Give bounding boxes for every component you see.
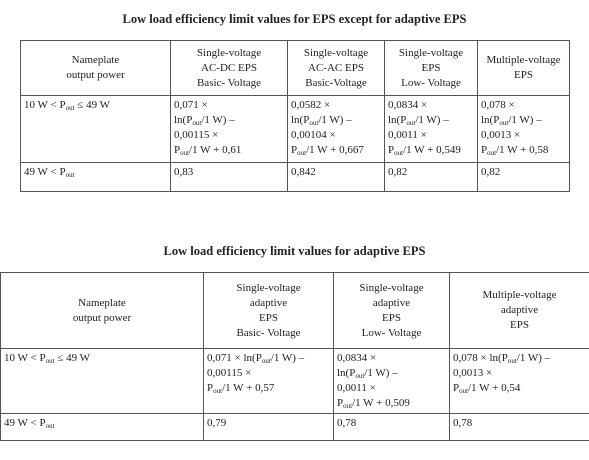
value-text: 0,78	[337, 417, 357, 429]
value-cell	[171, 163, 288, 192]
row-label	[1, 349, 204, 414]
value-text: 0,82	[481, 166, 501, 178]
value-text: $\ln(P_{out}/1$ W) –	[481, 114, 542, 127]
header-cell	[288, 41, 385, 96]
header-text: Single-voltage	[196, 46, 262, 59]
value-cell	[450, 349, 589, 414]
header-text: Basic- Voltage	[236, 326, 301, 339]
value-cell	[288, 163, 385, 192]
value-text: 0,78	[453, 417, 473, 429]
header-text: output power	[66, 69, 125, 81]
value-text: $\ln(P_{out}/1$ W) –	[174, 114, 235, 127]
row-label-text: 10 $W < P_{out} \le 49$ W	[4, 352, 91, 365]
value-text: $P_{out}/1$ W + 0,667	[291, 144, 364, 157]
header-text: Basic- Voltage	[196, 76, 262, 89]
value-text: 0,0013 ×	[453, 367, 493, 379]
value-cell	[478, 96, 570, 163]
value-text: 0,078 ×	[481, 99, 515, 111]
header-cell	[478, 41, 570, 96]
value-cell	[204, 414, 334, 441]
header-text: Nameplate	[78, 296, 126, 309]
value-text: $P_{out}/1$ W + 0,54	[453, 382, 521, 395]
header-text: Single-voltage	[359, 281, 424, 294]
row-label-text: 49 $W < P_{out}$	[4, 417, 55, 430]
value-text: $P_{out}/1$ W + 0,509	[337, 397, 410, 410]
value-text: $\ln(P_{out}/1$ W) –	[388, 114, 449, 127]
header-text: Low- Voltage	[361, 326, 422, 339]
value-text: 0,00115 ×	[207, 367, 252, 379]
value-cell	[450, 414, 589, 441]
value-text: 0,071 ×	[174, 99, 208, 111]
value-text: 0,0011 ×	[388, 129, 427, 141]
header-text: adaptive	[372, 296, 411, 309]
header-text: adaptive	[249, 296, 288, 309]
table-row	[1, 349, 589, 414]
header-text: EPS	[514, 69, 533, 81]
value-text: 0,0582 ×	[291, 99, 331, 111]
header-text: Nameplate	[71, 54, 120, 66]
efficiency-table-adaptive	[0, 272, 589, 441]
header-text: Basic-Voltage	[305, 76, 367, 89]
value-text: 0,00104 ×	[291, 129, 336, 141]
value-cell	[288, 96, 385, 163]
value-text: 0,0834 ×	[337, 352, 377, 364]
header-cell	[1, 273, 204, 349]
table1-title: Low load efficiency limit values for EPS except for adaptive EPS	[122, 12, 467, 26]
header-cell	[450, 273, 589, 349]
header-text: Single-voltage	[236, 281, 301, 294]
header-cell	[204, 273, 334, 349]
value-text: $0,071 \times \ln(P_{out}/1$ W) –	[207, 352, 305, 365]
value-cell	[171, 96, 288, 163]
table-row	[21, 163, 570, 192]
header-text: EPS	[259, 311, 278, 324]
header-cell	[171, 41, 288, 96]
table2-title: Low load efficiency limit values for adaptive EPS	[163, 244, 426, 258]
header-text: adaptive	[500, 304, 539, 316]
value-cell	[385, 96, 478, 163]
row-label	[21, 96, 171, 163]
table-row	[1, 414, 589, 441]
table-row	[21, 96, 570, 163]
value-text: 0,00115 ×	[174, 129, 219, 141]
value-text: 0,0013 ×	[481, 129, 521, 141]
header-text: Low- Voltage	[401, 76, 461, 89]
row-label-text: 49 $W < P_{out}$	[24, 166, 75, 179]
header-text: EPS	[510, 319, 529, 331]
value-text: $P_{out}/1$ W + 0,57	[207, 382, 275, 395]
header-cell	[21, 41, 171, 96]
header-row	[21, 41, 570, 96]
efficiency-table-non-adaptive	[20, 40, 570, 192]
value-cell	[204, 349, 334, 414]
value-text: 0,0834 ×	[388, 99, 428, 111]
value-text: 0,79	[207, 417, 227, 429]
header-cell	[334, 273, 450, 349]
header-row	[1, 273, 589, 349]
header-text: AC-DC EPS	[201, 61, 257, 74]
value-text: 0,82	[388, 166, 408, 178]
header-text: EPS	[421, 61, 441, 74]
value-cell	[334, 414, 450, 441]
value-text: $\ln(P_{out}/1$ W) –	[291, 114, 352, 127]
value-text: $\ln(P_{out}/1$ W) –	[337, 367, 398, 380]
value-text: $0,078 \times \ln(P_{out}/1$ W) –	[453, 352, 551, 365]
value-cell	[385, 163, 478, 192]
table1-body	[21, 41, 570, 192]
value-text: 0,842	[291, 166, 316, 178]
header-text: Single-voltage	[303, 46, 369, 59]
header-text: Single-voltage	[398, 46, 464, 59]
row-label-text: 10 $W < P_{out} \le 49$ W	[24, 99, 111, 112]
value-text: $P_{out}/1$ W + 0,61	[174, 144, 242, 157]
header-cell	[385, 41, 478, 96]
header-text: output power	[72, 311, 132, 324]
value-cell	[478, 163, 570, 192]
value-cell	[334, 349, 450, 414]
value-text: 0,0011 ×	[337, 382, 376, 394]
header-text: EPS	[382, 311, 401, 324]
row-label	[21, 163, 171, 192]
table2-body	[1, 273, 589, 441]
header-text: Multiple-voltage	[486, 54, 561, 66]
header-text: Multiple-voltage	[482, 289, 557, 301]
header-text: AC-AC EPS	[308, 61, 364, 74]
row-label	[1, 414, 204, 441]
value-text: $P_{out}/1$ W + 0,58	[481, 144, 549, 157]
value-text: 0,83	[174, 166, 194, 178]
value-text: $P_{out}/1$ W + 0,549	[388, 144, 461, 157]
